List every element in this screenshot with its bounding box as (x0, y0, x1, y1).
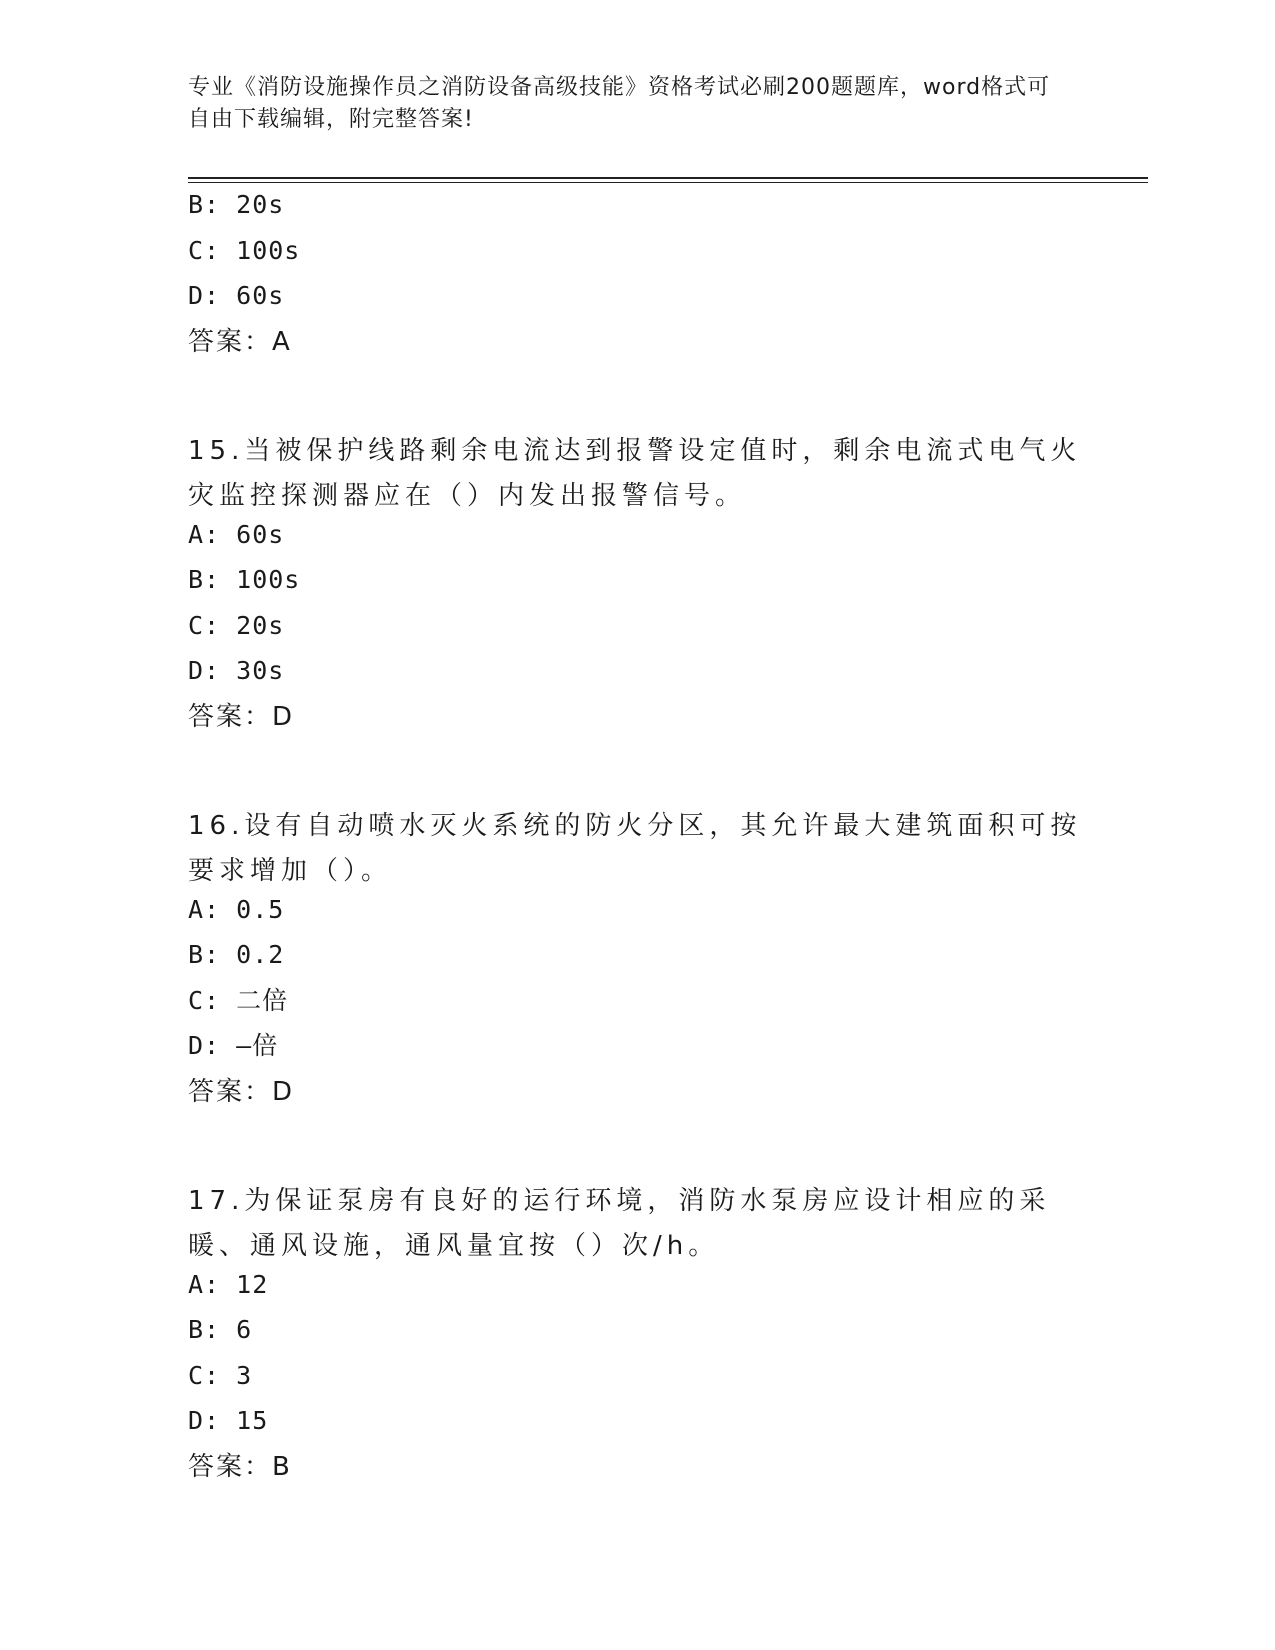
header-rule-thick (188, 177, 1148, 179)
question-15 (188, 429, 1088, 732)
page-header: 专业《消防设施操作员之消防设备高级技能》资格考试必刷200题题库，word格式可自由下载编辑，附完整答案! (188, 75, 1051, 132)
option-b: B: 6 (188, 1315, 253, 1344)
answer-line: 答案：D (188, 701, 295, 732)
answer-line: 答案：A (188, 326, 292, 357)
option-a: A: 60s (188, 519, 285, 549)
option-a: A: 0.5 (188, 894, 285, 924)
option-b: B: 100s (188, 565, 301, 594)
question-text: 16.设有自动喷水灭火系统的防火分区，其允许最大建筑面积可按要求增加（）。 (188, 810, 1082, 886)
document-body (188, 190, 1088, 1482)
question-17 (188, 1179, 1088, 1482)
option-b: B: 20s (188, 190, 285, 219)
option-d: D: 30s (188, 656, 285, 685)
answer-line: 答案：B (188, 1451, 292, 1482)
option-c: C: 二倍 (188, 985, 289, 1015)
option-a: A: 12 (188, 1269, 269, 1299)
option-d: D: 15 (188, 1406, 269, 1435)
answer-line: 答案：D (188, 1076, 295, 1107)
option-b: B: 0.2 (188, 940, 285, 969)
partial-question-block (188, 190, 1088, 357)
question-text: 15.当被保护线路剩余电流达到报警设定值时，剩余电流式电气火灾监控探测器应在（）内发出报警信号。 (188, 435, 1082, 511)
header-rule-thin (188, 182, 1148, 183)
option-c: C: 3 (188, 1360, 253, 1390)
option-c: C: 20s (188, 610, 285, 640)
question-16 (188, 804, 1088, 1107)
option-d: D: —倍 (188, 1031, 279, 1060)
question-text: 17.为保证泵房有良好的运行环境，消防水泵房应设计相应的采暖、通风设施，通风量宜按（）次/h。 (188, 1185, 1051, 1261)
option-d: D: 60s (188, 281, 285, 310)
option-c: C: 100s (188, 235, 301, 265)
